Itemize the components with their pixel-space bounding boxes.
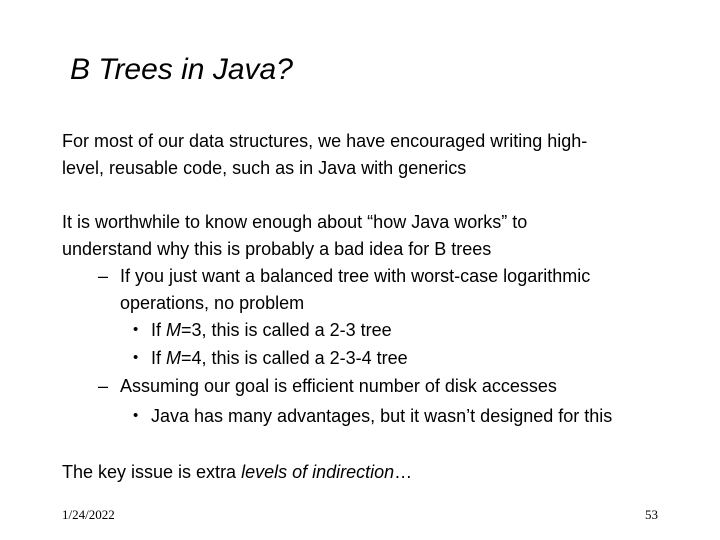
sub-bullet-text	[120, 373, 680, 400]
bullet-text: Java has many advantages, but it wasn’t designed for this	[151, 406, 613, 426]
key-issue-emphasis: levels of indirection	[241, 462, 395, 482]
dash-marker: –	[98, 266, 109, 286]
paragraph-generics	[62, 128, 688, 182]
bullet-text	[151, 345, 408, 372]
variable-m: M	[166, 320, 182, 340]
paragraph-line: level, reusable code, such as in Java with generics	[62, 158, 467, 178]
paragraph-line: understand why this is probably a bad idea for B trees	[62, 239, 492, 259]
bullet-text-pre: If	[151, 320, 167, 340]
sub-bullet-text	[120, 263, 680, 317]
bullet-text	[151, 317, 392, 344]
slide-title: B Trees in Java?	[70, 53, 293, 86]
variable-m: M	[166, 348, 182, 368]
key-issue-pre: The key issue is extra	[62, 462, 242, 482]
bullet-marker: •	[133, 321, 139, 338]
sub-bullet-line: If you just want a balanced tree with worst-case logarithmic	[120, 266, 591, 286]
bullet-text-pre: If	[151, 348, 167, 368]
paragraph-line: For most of our data structures, we have encouraged writing high-	[62, 131, 588, 151]
paragraph-line	[62, 459, 688, 486]
dash-marker: –	[98, 376, 109, 396]
slide-number: 53	[645, 507, 658, 522]
paragraph-java-works	[62, 209, 688, 263]
paragraph-key-issue	[62, 459, 688, 486]
bullet-marker: •	[133, 407, 139, 424]
key-issue-post: …	[394, 462, 413, 482]
sub-bullet-line: Assuming our goal is efficient number of disk accesses	[120, 376, 557, 396]
bullet-text-post: =3, this is called a 2-3 tree	[181, 320, 392, 340]
footer-date: 1/24/2022	[62, 507, 115, 522]
bullet-marker: •	[133, 349, 139, 366]
bullet-text-post: =4, this is called a 2-3-4 tree	[181, 348, 408, 368]
paragraph-line: It is worthwhile to know enough about “how Java works” to	[62, 212, 528, 232]
sub-bullet-line: operations, no problem	[120, 293, 305, 313]
